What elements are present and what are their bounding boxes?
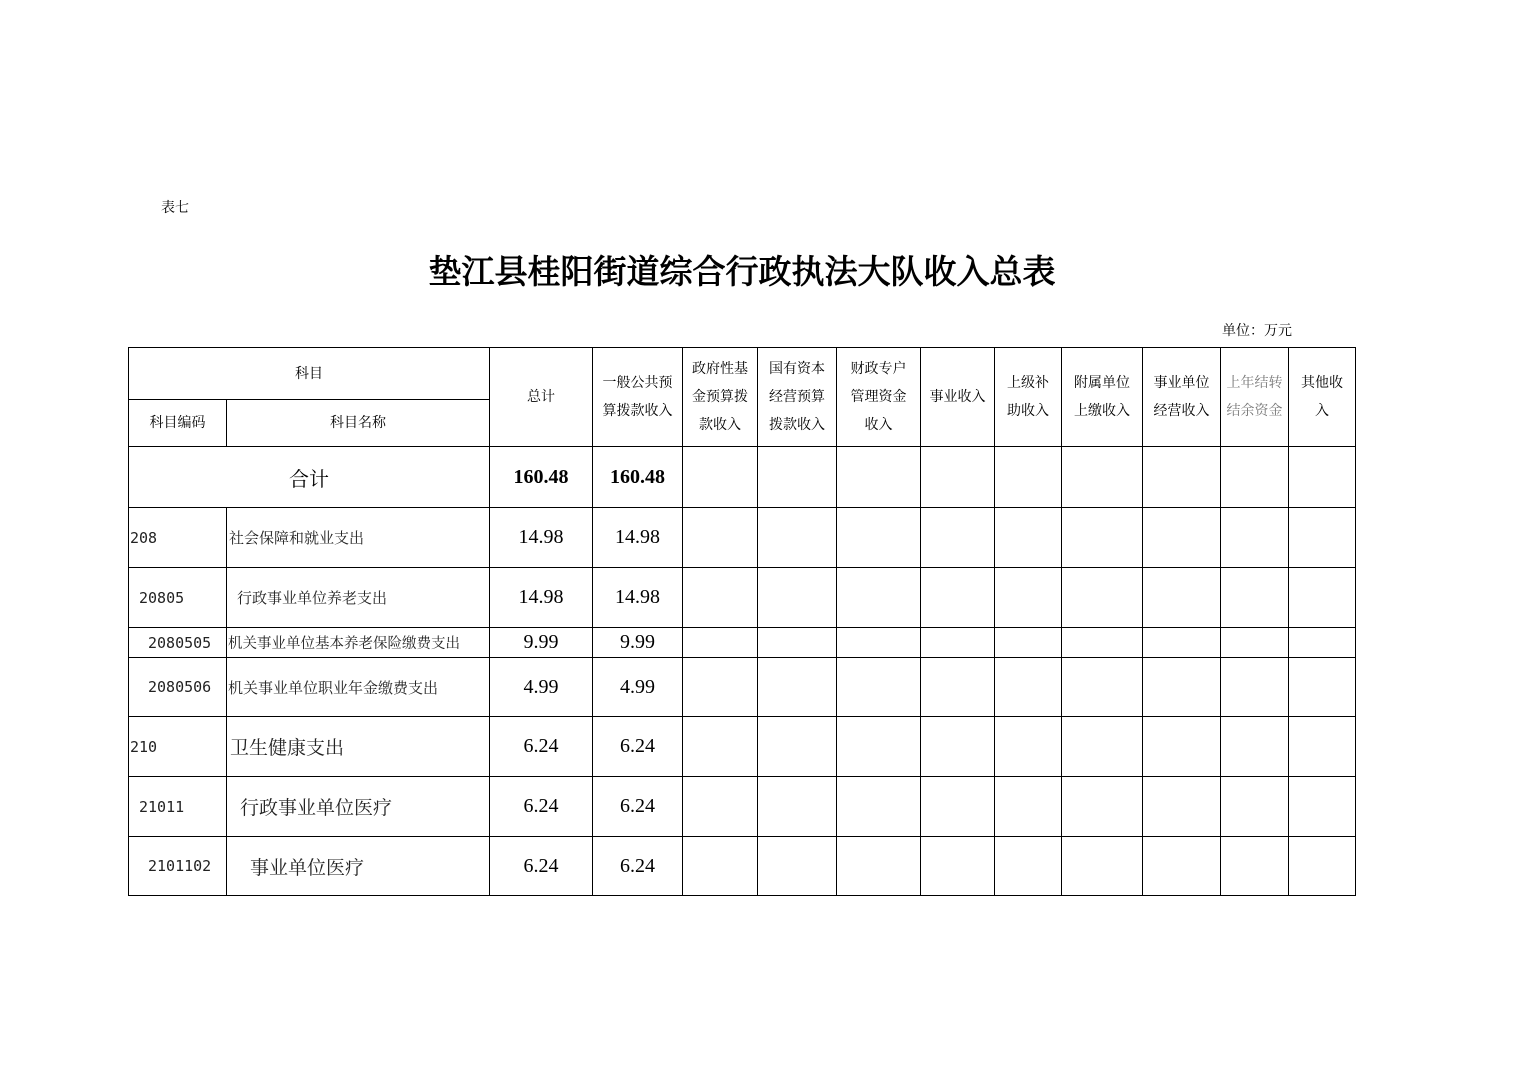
subject-name: 机关事业单位基本养老保险缴费支出 [227, 628, 490, 658]
subject-name: 事业单位医疗 [227, 837, 490, 896]
total-general-budget: 160.48 [593, 447, 683, 508]
row-general-budget: 6.24 [593, 777, 683, 837]
total-label: 合计 [129, 447, 490, 508]
row-general-budget: 14.98 [593, 568, 683, 628]
row-general-budget: 9.99 [593, 628, 683, 658]
header-business-income: 事业收入 [921, 348, 995, 447]
row-total: 6.24 [490, 837, 593, 896]
header-affiliated-units: 附属单位 上缴收入 [1062, 348, 1143, 447]
table-row [129, 717, 1356, 777]
subject-name: 卫生健康支出 [227, 717, 490, 777]
total-sum: 160.48 [490, 447, 593, 508]
header-other-income: 其他收 入 [1289, 348, 1356, 447]
table-row [129, 777, 1356, 837]
subject-name: 社会保障和就业支出 [227, 508, 490, 568]
header-superior-subsidy: 上级补 助收入 [995, 348, 1062, 447]
page-title: 垫江县桂阳街道综合行政执法大队收入总表 [428, 252, 1056, 291]
table-row [129, 508, 1356, 568]
row-total: 6.24 [490, 717, 593, 777]
header-subject: 科目 [129, 348, 490, 400]
row-general-budget: 6.24 [593, 837, 683, 896]
row-total: 14.98 [490, 508, 593, 568]
table-row [129, 658, 1356, 717]
row-total: 4.99 [490, 658, 593, 717]
subject-code: 2080505 [129, 628, 227, 658]
row-total: 9.99 [490, 628, 593, 658]
row-total: 14.98 [490, 568, 593, 628]
subject-code: 20805 [129, 568, 227, 628]
row-general-budget: 14.98 [593, 508, 683, 568]
row-general-budget: 6.24 [593, 717, 683, 777]
unit-label: 单位：万元 [1222, 323, 1292, 339]
subject-name: 行政事业单位养老支出 [227, 568, 490, 628]
subject-code: 208 [129, 508, 227, 568]
header-total: 总计 [490, 348, 593, 447]
header-gov-fund: 政府性基 金预算拨 款收入 [683, 348, 758, 447]
header-fiscal-special: 财政专户 管理资金 收入 [837, 348, 921, 447]
header-subject-name: 科目名称 [227, 400, 490, 447]
subject-code: 210 [129, 717, 227, 777]
subject-code: 2101102 [129, 837, 227, 896]
subject-name: 机关事业单位职业年金缴费支出 [227, 658, 490, 717]
table-number-label: 表七 [161, 200, 189, 216]
header-prior-year-balance: 上年结转 结余资金 [1221, 348, 1289, 447]
total-row [129, 447, 1356, 508]
header-business-unit-ops: 事业单位 经营收入 [1143, 348, 1221, 447]
header-general-budget: 一般公共预 算拨款收入 [593, 348, 683, 447]
subject-code: 21011 [129, 777, 227, 837]
header-subject-code: 科目编码 [129, 400, 227, 447]
table-row [129, 837, 1356, 896]
row-general-budget: 4.99 [593, 658, 683, 717]
header-state-capital: 国有资本 经营预算 拨款收入 [758, 348, 837, 447]
row-total: 6.24 [490, 777, 593, 837]
subject-name: 行政事业单位医疗 [227, 777, 490, 837]
subject-code: 2080506 [129, 658, 227, 717]
table-row [129, 628, 1356, 658]
table-row [129, 568, 1356, 628]
income-summary-table [128, 347, 1356, 896]
header-row-1 [129, 348, 1356, 400]
